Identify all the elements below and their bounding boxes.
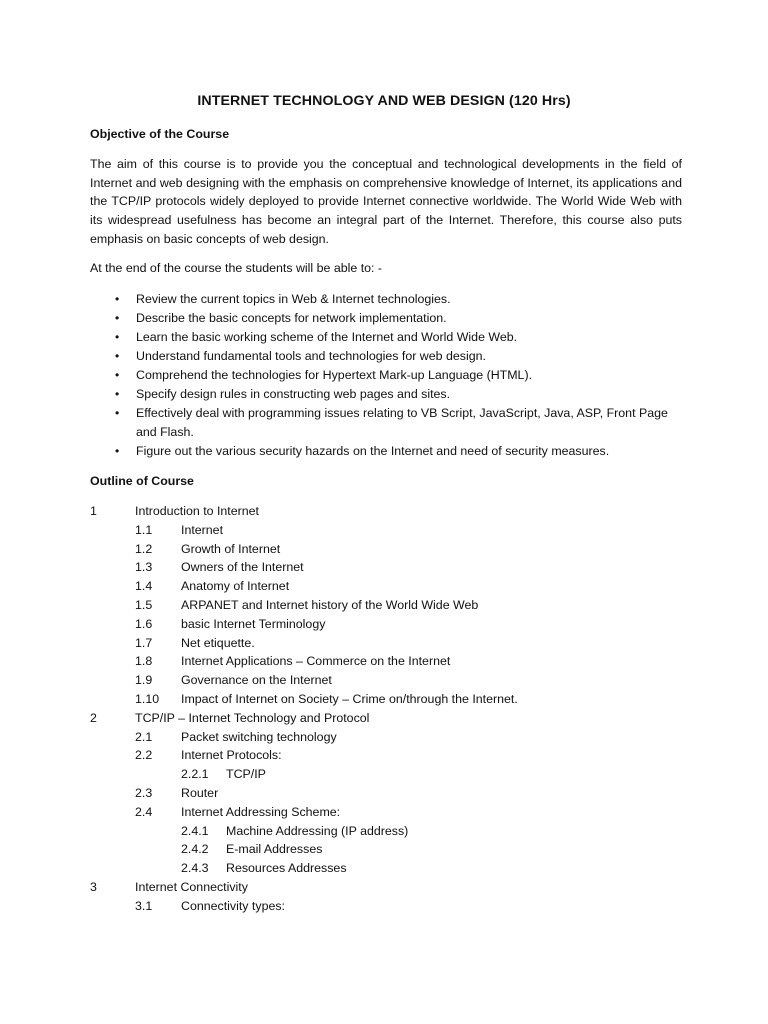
- outcome-item: [0, 328, 684, 347]
- bullet-icon: •: [115, 406, 120, 420]
- outline-item-number: 1.2: [135, 541, 153, 556]
- outline-item-level-3: [0, 822, 768, 841]
- outline-item-level-2: [0, 728, 768, 747]
- bullet-icon: •: [115, 349, 120, 363]
- outline-item-text: Impact of Internet on Society – Crime on/through the Internet.: [181, 691, 518, 706]
- outcome-text: Understand fundamental tools and technologies for web design.: [136, 349, 486, 363]
- outcome-item: [0, 290, 684, 309]
- outline-item-text: Growth of Internet: [181, 541, 281, 556]
- outcome-text: Effectively deal with programming issues relating to VB Script, JavaScript, Java, ASP, Front Page and Flash.: [136, 406, 668, 439]
- outline-item-level-3: [0, 765, 768, 784]
- outline-item-text: Machine Addressing (IP address): [226, 823, 409, 838]
- outline-item-level-2: [0, 615, 768, 634]
- outline-item-text: Internet: [181, 522, 224, 537]
- outline-item-level-1: [0, 709, 768, 728]
- outline-item-number: 1.5: [135, 597, 153, 612]
- outline-item-text: Internet Protocols:: [181, 748, 282, 763]
- outline-item-level-2: [0, 558, 768, 577]
- outline-item-number: 2.2: [135, 748, 153, 763]
- outline-item-level-2: [0, 540, 768, 559]
- bullet-icon: •: [115, 292, 120, 306]
- outline-item-text: Resources Addresses: [226, 861, 347, 876]
- outcome-text: Specify design rules in constructing web pages and sites.: [136, 387, 451, 401]
- outline-item-number: 2.3: [135, 785, 153, 800]
- outline-item-number: 2.4.3: [181, 861, 209, 876]
- outline-item-level-3: [0, 840, 768, 859]
- outline-item-level-2: [0, 746, 768, 765]
- outline-item-level-2: [0, 671, 768, 690]
- outline-item-number: 1.8: [135, 654, 153, 669]
- outline-item-text: ARPANET and Internet history of the World Wide Web: [181, 597, 479, 612]
- outline-item-text: TCP/IP: [226, 767, 266, 782]
- outcomes-intro: At the end of the course the students will be able to: -: [90, 261, 383, 275]
- outcome-text: Figure out the various security hazards on the Internet and need of security measures.: [136, 444, 610, 458]
- outline-item-text: Introduction to Internet: [135, 504, 259, 518]
- outline-item-level-2: [0, 634, 768, 653]
- outline-heading: Outline of Course: [90, 474, 194, 488]
- objective-heading: Objective of the Course: [90, 127, 230, 141]
- outline-item-text: E-mail Addresses: [226, 842, 323, 857]
- outline-item-level-1: [0, 502, 768, 521]
- outline-item-text: Internet Connectivity: [135, 879, 248, 894]
- outline-item-level-2: [0, 652, 768, 671]
- outline-item-level-2: [0, 521, 768, 540]
- outcome-item: [0, 366, 684, 385]
- outline-item-text: Governance on the Internet: [181, 673, 332, 688]
- outline-item-level-2: [0, 784, 768, 803]
- outcome-text: Learn the basic working scheme of the Internet and World Wide Web.: [136, 330, 518, 344]
- bullet-icon: •: [115, 368, 120, 382]
- outcome-text: Comprehend the technologies for Hypertext Mark-up Language (HTML).: [136, 368, 533, 382]
- outcome-item: [0, 309, 684, 328]
- bullet-icon: •: [115, 311, 120, 325]
- outcome-text: Review the current topics in Web & Internet technologies.: [136, 292, 451, 306]
- outline-item-number: 2: [90, 710, 97, 725]
- outline-item-text: Owners of the Internet: [181, 560, 304, 575]
- outline-item-level-2: [0, 897, 768, 916]
- outline-item-number: 1.1: [135, 522, 153, 537]
- outline-item-level-2: [0, 577, 768, 596]
- outcome-text: Describe the basic concepts for network implementation.: [136, 311, 447, 325]
- outline-item-number: 2.2.1: [181, 767, 209, 782]
- outline-item-number: 1.3: [135, 560, 153, 575]
- outline-item-number: 1.9: [135, 673, 153, 688]
- outline-item-number: 1: [90, 504, 97, 518]
- outline-item-number: 3: [90, 879, 97, 894]
- outline-item-number: 2.4.1: [181, 823, 209, 838]
- outline-item-level-2: [0, 803, 768, 822]
- outline-item-level-2: [0, 596, 768, 615]
- outline-item-text: Packet switching technology: [181, 729, 337, 744]
- outline-item-text: Router: [181, 785, 219, 800]
- outline-item-number: 1.4: [135, 579, 153, 594]
- outline-item-level-1: [0, 878, 768, 897]
- outline-item-level-2: [0, 690, 768, 709]
- bullet-icon: •: [115, 444, 120, 458]
- outline-item-text: Internet Applications – Commerce on the Internet: [181, 654, 451, 669]
- outline-item-text: basic Internet Terminology: [181, 616, 326, 631]
- outcomes-list: [0, 290, 768, 461]
- outline-item-number: 2.4: [135, 804, 153, 819]
- outline-item-number: 1.7: [135, 635, 153, 650]
- outcome-item: [0, 385, 684, 404]
- outline-item-number: 1.6: [135, 616, 153, 631]
- outline-item-number: 1.10: [135, 691, 160, 706]
- outline-item-number: 3.1: [135, 898, 153, 913]
- outline-item-text: Connectivity types:: [181, 898, 285, 913]
- outline-item-level-3: [0, 859, 768, 878]
- course-outline: [0, 502, 768, 916]
- page-title: INTERNET TECHNOLOGY AND WEB DESIGN (120 Hrs): [197, 93, 571, 109]
- objective-paragraph: The aim of this course is to provide you the conceptual and technological developments in the field of Internet and web designing with the emphasis on comprehensive knowledge of Internet, its applications and the TCP/IP protocols widely deployed to provide Internet connective worldwide. The World Wide Web with its widespread usefulness has become an integral part of the Internet. Therefore, this course also puts emphasis on basic concepts of web design.: [90, 157, 682, 246]
- bullet-icon: •: [115, 387, 120, 401]
- outcome-item: [0, 347, 684, 366]
- outline-item-number: 2.1: [135, 729, 153, 744]
- outcome-item: [0, 404, 684, 442]
- outcome-item: [0, 442, 684, 461]
- bullet-icon: •: [115, 330, 120, 344]
- outline-item-text: Internet Addressing Scheme:: [181, 804, 341, 819]
- outline-item-number: 2.4.2: [181, 842, 209, 857]
- outline-item-text: TCP/IP – Internet Technology and Protocol: [135, 710, 370, 725]
- outline-item-text: Anatomy of Internet: [181, 579, 290, 594]
- outline-item-text: Net etiquette.: [181, 635, 255, 650]
